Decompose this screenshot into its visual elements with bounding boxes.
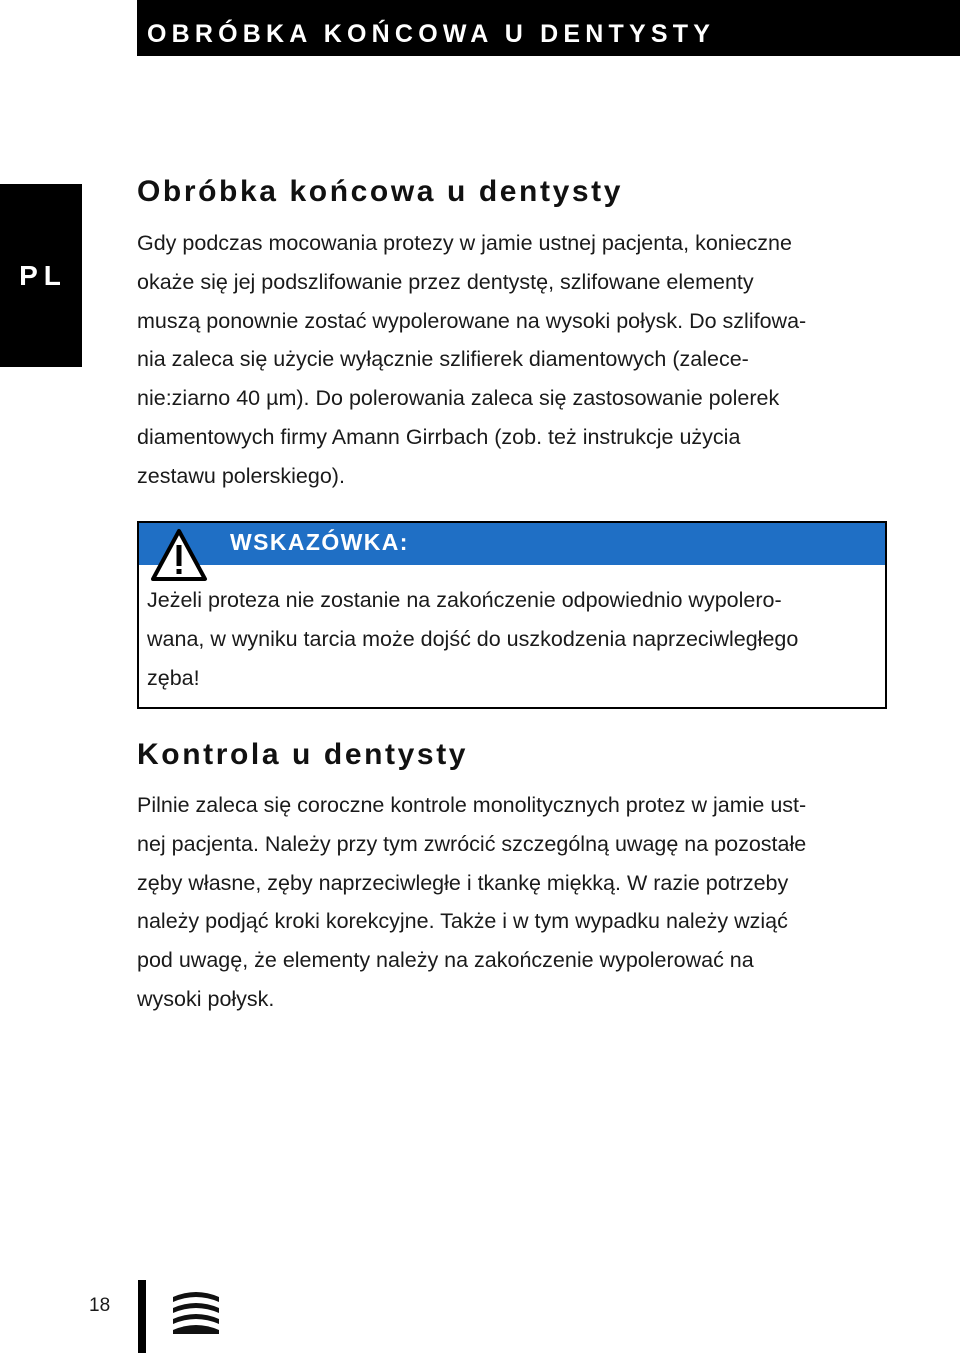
- section-paragraph-control: [137, 786, 897, 1019]
- paragraph-line: wysoki połysk.: [137, 986, 275, 1011]
- section-paragraph-finishing: [137, 224, 897, 496]
- note-line: wana, w wyniku tarcia może dojść do uszkodzenia naprzeciwległego: [147, 626, 799, 651]
- paragraph-line: Pilnie zaleca się coroczne kontrole monolitycznych protez w jamie ust-: [137, 793, 807, 817]
- page-number: 18: [89, 1295, 111, 1316]
- warning-note-text: [147, 581, 877, 697]
- paragraph-line: zęby własne, zęby naprzeciwległe i tkankę miękką. W razie potrzeby: [137, 870, 789, 895]
- paragraph-line: diamentowych firmy Amann Girrbach (zob. też instrukcje użycia: [137, 424, 741, 449]
- paragraph-line: należy podjąć kroki korekcyjne. Także i w tym wypadku należy wziąć: [137, 909, 788, 934]
- header-title: OBRÓBKA KOŃCOWA U DENTYSTY: [147, 19, 716, 48]
- section-heading-control: Kontrola u dentysty: [137, 738, 469, 771]
- footer-divider: [138, 1280, 146, 1353]
- paragraph-line: Gdy podczas mocowania protezy w jamie ustnej pacjenta, konieczne: [137, 231, 792, 255]
- paragraph-line: pod uwagę, że elementy należy na zakończenie wypolerować na: [137, 948, 754, 973]
- header-bar: [137, 0, 960, 56]
- warning-note-box: [137, 521, 887, 709]
- paragraph-line: muszą ponownie zostać wypolerowane na wysoki połysk. Do szlifowa-: [137, 308, 807, 333]
- warning-note-header: [139, 523, 885, 567]
- note-line: Jeżeli proteza nie zostanie na zakończenie odpowiednio wypolero-: [147, 588, 782, 612]
- language-tab-label: PL: [19, 259, 67, 291]
- note-line: zęba!: [147, 665, 200, 690]
- paragraph-line: nej pacjenta. Należy przy tym zwrócić szczególną uwagę na pozostałe: [137, 831, 807, 856]
- paragraph-line: nie:ziarno 40 µm). Do polerowania zaleca się zastosowanie polerek: [137, 386, 780, 411]
- warning-triangle-icon: [149, 527, 209, 583]
- section-heading-finishing: Obróbka końcowa u dentysty: [137, 175, 624, 208]
- paragraph-line: okaże się jej podszlifowanie przez dentystę, szlifowane elementy: [137, 269, 754, 294]
- paragraph-line: nia zaleca się użycie wyłącznie szlifierek diamentowych (zalece-: [137, 347, 749, 372]
- amann-girrbach-logo-icon: [170, 1288, 222, 1334]
- language-tab: [0, 184, 82, 367]
- warning-note-label: WSKAZÓWKA:: [230, 529, 409, 555]
- paragraph-line: zestawu polerskiego).: [137, 463, 345, 488]
